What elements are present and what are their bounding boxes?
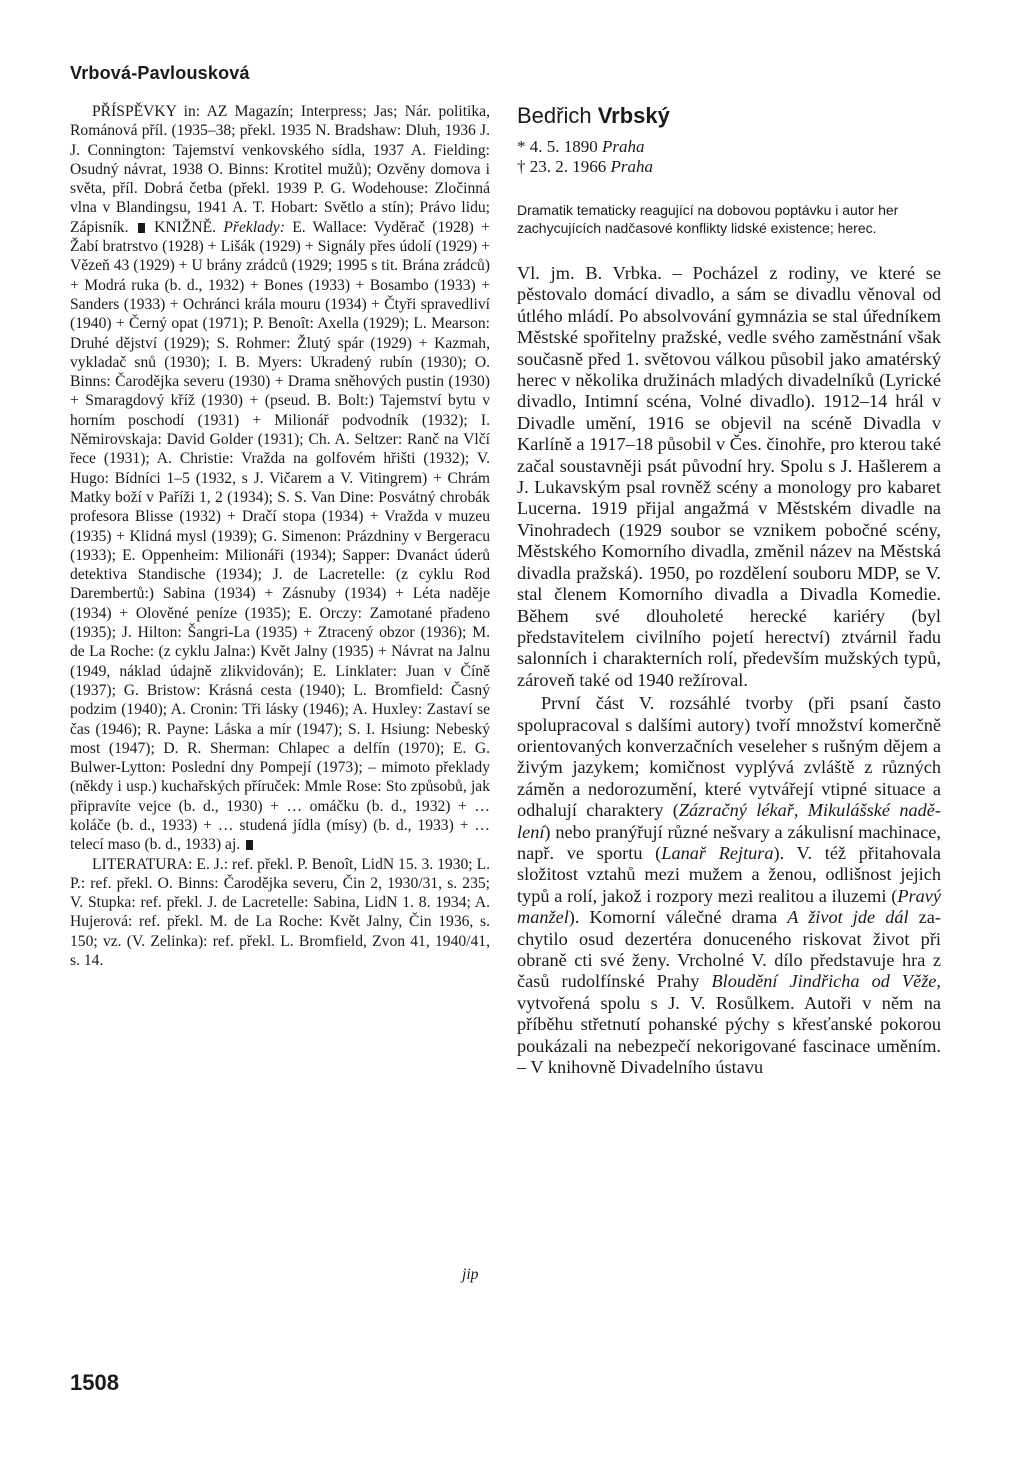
translations-label: Překlady: [223,218,285,236]
translations-text: E. Wallace: Vyděrač (1928) + Žabí bratrstvo (1928) + Lišák (1929) + Signály přes údolí (1929) + Vězeň 43 (1929) + U brány zrádců (1929; 1995 s tit. Brána zrádců) + Modrá ruka (b. d., 1932) + Bones (1933) + Bosambo (1933) + Sanders (1933) + Ochránci krála mouru (1934) + Čtyři spravedliví (1940) + Černý opat (1971); P. Benoît: Axella (1929); L. Mearson: Druhé dějství (1929); S. Rohmer: Žlutý spár (1929) + Kazmah, vykladač snů (1930); I. B. Myers: Ukradený rubín (1930); O. Binns: Čarodějka severu (1930) + Drama sněhových pustin (1930) + Smaragdový kříž (1930) + (pseud. B. Bolt:) Tajemství bytu v horním poschodí (1931) + Milionář podvodník (1932); I. Němirovskaja: David Golder (1931); Ch. A. Seltzer: Ranč na Vlčí řece (1931); A. Christie: Vražda na golfovém hřišti (1932); V. Hugo: Bídníci 1–5 (1932, s J. Vičarem a V. Vitingrem) + Chrám Matky boží v Paříži 1, 2 (1934); S. S. Van Dine: Posvátný chrobák profesora Blisse (1932) + Dračí stopa (1934) + Vražda v muzeu (1935) + Klidná mysl (1939); G. Simenon: Prázdniny v Bergeracu (1933); E. Oppenheim: Milionáři (1934); Sapper: Dvanáct úderů detektiva Standische (1934); J. de Lacretelle: (z cyklu Rod Darembertů:) Sabina (1934) + Zásnuby (1934) + Léta naděje (1934) + Olověné peníze (1935); E. Orczy: Zamotané přadeno (1935); J. Hilton: Šangri-La (1935) + Ztracený obzor (1936); M. de La Roche: (z cyklu Jalna:) Květ Jalny (1935) + Návrat na Jalnu (1949, náklad údajně zlikvidován); E. Linklater: Juan v Číně (1937); G. Bristow: Krásná cesta (1940); L. Bromfield: Časný podzim (1940); A. Cronin: Tři lásky (1946); A. Huxley: Zastaví se čas (1946); R. Payne: Láska a mír (1947); S. I. Hsiung: Nebeský most (1947); D. R. Sherman: Chlapec a delfín (1970); E. G. Bulwer-Lytton: Poslední dny Pompejí (1973); – mimoto překlady (někdy i usp.) kuchařských příruček: Mmle Rose: Sto způsobů, jak připravíte vejce (b. d., 1930) + … omáčku (b. d., 1932) + … koláče (b. d., 1933) + … studená jídla (mísy) (b. d., 1933) + … telecí maso (b. d., 1933) aj. [70,218,490,854]
birth-place: Praha [602,137,645,156]
entry-summary: Dramatik tematicky reagující na dobovou poptávku i autor her zachycujících nadčasové konflikty lidské existence; herec. [517,202,899,236]
works-text: vytvořená spolu s J. V. Rosůlkem. Autoři v něm na příběhu střetnutí pohanské pýchy s křesťanské pokorou poukázali na nebezpečí nekorigované fascinace uměním. – V knihovně Divadelního ústavu [517,992,941,1078]
author-signature: jip [462,1266,479,1283]
works-text: ) nebo pranýřují různé nešvary a zákulisní machinace, např. ve sportu ( [517,821,941,863]
death-line [517,157,941,177]
literature-paragraph: LITERATURA: E. J.: ref. překl. P. Benoît, LidN 15. 3. 1930; L. P.: ref. překl. O. Binns: Čarodějka severu, Čin 2, 1930/31, s. 235; V. Stupka: ref. překl. J. de Lacretelle: Sabina, LidN 1. 8. 1934; A. Hujerová: ref. překl. M. de La Roche: Květ Jalny, Čin 1936, s. 150; vz. (V. Zelinka): ref. překl. L. Bromfield, Zvon 41, 1940/41, s. 14. [70,855,490,970]
work-title: Lanař Rejtura [661,842,774,863]
biography-paragraph: Vl. jm. B. Vrbka. – Pocházel z rodiny, ve které se pěstovalo domácí divadlo, a sám se divadlu věnoval od útlého mládí. Po absolvování gymnázia se stal úředníkem Městské spořitelny pražské, vedle svého zaměstnání však současně před 1. světovou válkou působil jako amatérský herec v několika družinách mladých divadelníků (Lyrické divadlo, Intimní scéna, Volné divadlo). 1912–14 hrál v Divadle umění, 1916 se objevil na scéně Divadla v Karlíně a 1917–18 působil v Čes. činohře, pro kterou také začal soustavněji psát původní hry. Spolu s J. Hašlerem a J. Lukavským psal rovněž scény a monology pro kabaret Lucerna. 1919 přijal angažmá v Městském divadle na Vinohradech (1929 soubor se vznikem pobočné scény, Městského Komorního divadla, změnil název na Městská divadla pražská). 1950, po rozdělení souboru MDP, se V. stal členem Komorního divadla a Divadla Komedie. Během své dlouholeté herecké kariéry (byl představitelem civilního pojetí herectví) ztvárnil řadu salonních i charakterních rolí, především mužských typů, zároveň také od 1940 režíroval. [517,263,941,690]
works-text: zachytilo osud dezertéra donuceného riskovat život při obraně cti své ženy. Vrcholné V. dílo představuje hra z časů rudolfínské Prahy [517,907,941,992]
running-title: Vrbová-Pavlousková [70,63,250,83]
death-place: Praha [610,157,653,176]
work-title: Pravý manžel [517,885,941,928]
entry-heading [517,102,941,129]
books-label: KNIŽNĚ. [154,218,217,236]
work-title: Bloudění Jindřicha od Věže, [711,971,941,992]
entry-last-name: Vrbský [597,103,670,128]
works-text: ). Komorní válečné drama [568,907,788,928]
entry-first-name: Bedřich [517,103,592,128]
work-title: Zázračný lékař, Mikulášské nadělení [517,800,941,842]
section-square-icon [246,840,253,850]
contributions-paragraph [70,102,490,855]
works-paragraph [517,693,941,1078]
birth-date: * 4. 5. 1890 [517,137,598,156]
works-text: ). V. též přitahovala složitost vztahů mezi mužem a ženou, odlišnost jejich typů a rolí, jakož i rozpory mezi realitou a iluzemi ( [517,842,941,906]
work-title: A život jde dál [787,907,909,928]
section-square-icon [138,223,145,233]
contributions-text: PŘÍSPĚVKY in: AZ Magazín; Interpress; Jas; Nár. politika, Románová příl. (1935–38; překl. 1935 N. Bradshaw: Dluh, 1936 J. J. Connington: Tajemství venkovského sídla, 1937 A. Fielding: Osudný návrat, 1938 O. Binns: Krotitel mužů); Ozvěny domova i světa, příl. Dobrá četba (překl. 1939 P. G. Wodehouse: Zločinná vlna v Blandingsu, 1941 A. T. Hobart: Světlo a stín); Právo lidu; Zápisník. [70,103,490,236]
birth-line [517,137,941,157]
left-column [70,102,490,970]
right-column [517,102,941,1078]
page-number: 1508 [70,1370,119,1395]
works-text: První část V. rozsáhlé tvorby (při psaní často spolupracoval s dalšími autory) tvoří množství komerčně orientovaných konverzačních veseleher s rušným dějem a živým jazykem; komičnost vyplývá zvláště z různých záměn a nedorozumění, které vytvářejí vtipné situace a odhalují charaktery ( [517,693,941,821]
death-date: † 23. 2. 1966 [517,157,607,176]
